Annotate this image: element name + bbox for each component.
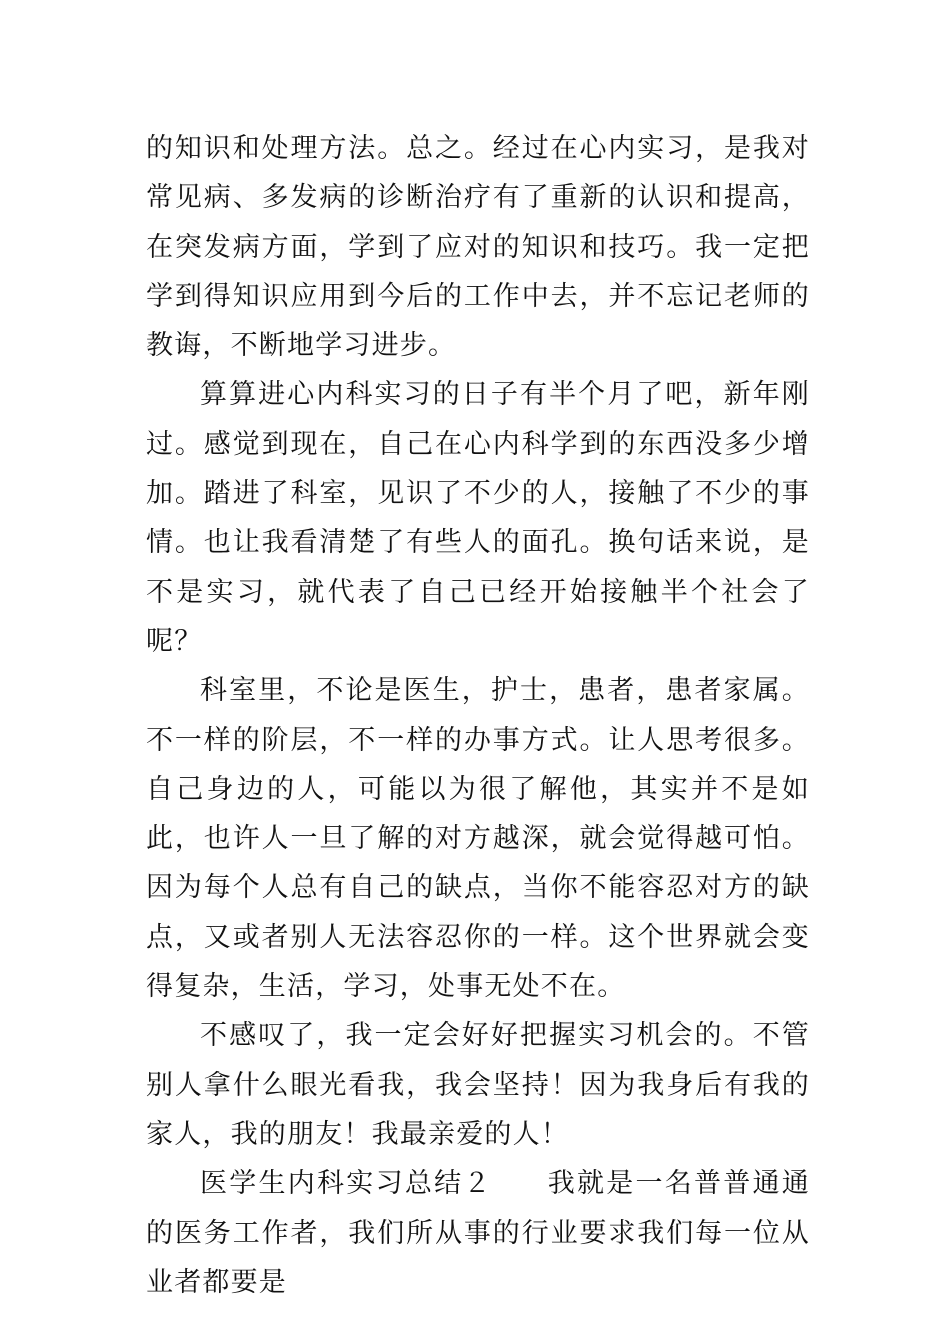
body-text bbox=[146, 124, 810, 1307]
paragraph-3: 科室里，不论是医生，护士，患者，患者家属。不一样的阶层，不一样的办事方式。让人思考很多。自己身边的人，可能以为很了解他，其实并不是如此，也许人一旦了解的对方越深，就会觉得越可怕。因为每个人总有自己的缺点，当你不能容忍对方的缺点，又或者别人无法容忍你的一样。这个世界就会变得复杂，生活，学习，处事无处不在。 bbox=[146, 675, 810, 1003]
section-heading: 医学生内科实习总结２ bbox=[200, 1168, 493, 1200]
paragraph-2: 算算进心内科实习的日子有半个月了吧，新年刚过。感觉到现在，自己在心内科学到的东西没多少增加。踏进了科室，见识了不少的人，接触了不少的事情。也让我看清楚了有些人的面孔。换句话来说，是不是实习，就代表了自己已经开始接触半个社会了呢？ bbox=[146, 379, 810, 657]
paragraph-4: 不感叹了，我一定会好好把握实习机会的。不管别人拿什么眼光看我，我会坚持！因为我身后有我的家人，我的朋友！我最亲爱的人！ bbox=[146, 1020, 810, 1150]
paragraph-1: 的知识和处理方法。总之。经过在心内实习，是我对常见病、多发病的诊断治疗有了重新的认识和提高，在突发病方面，学到了应对的知识和技巧。我一定把学到得知识应用到今后的工作中去，并不忘记老师的教诲，不断地学习进步。 bbox=[146, 133, 810, 362]
paragraph-5-text: 我就是一名普普通通的医务工作者，我们所从事的行业要求我们每一位从业者都要是 bbox=[146, 1168, 810, 1298]
paragraph-5 bbox=[146, 1159, 810, 1307]
